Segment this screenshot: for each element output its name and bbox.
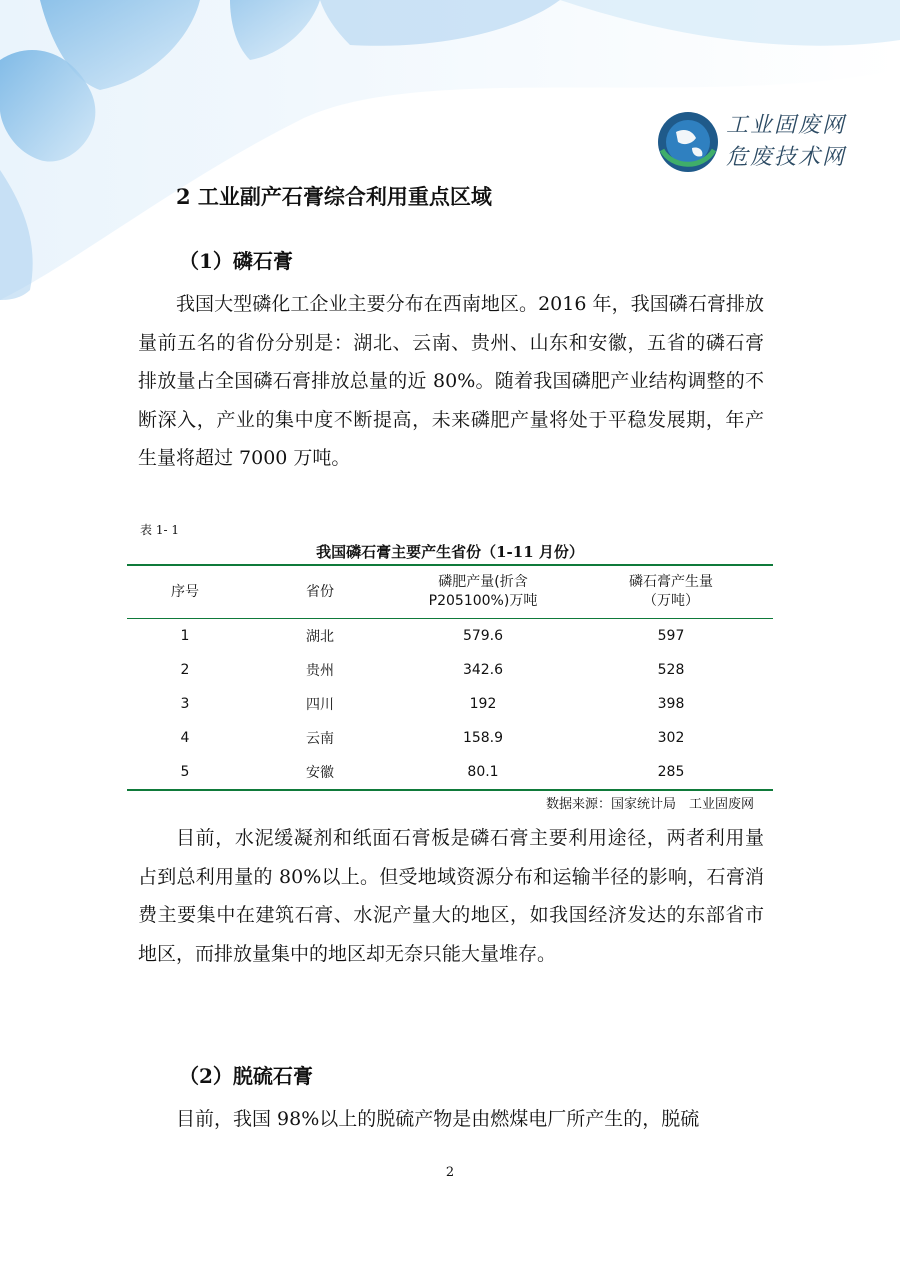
cell-province: 云南	[306, 731, 334, 747]
cell-province: 贵州	[306, 663, 334, 679]
cell-province: 四川	[306, 697, 334, 713]
table-header-row	[127, 565, 773, 619]
cell-gypsum: 302	[657, 730, 685, 746]
globe-icon	[656, 110, 720, 174]
header-fertilizer	[397, 565, 569, 619]
logo-text	[726, 110, 846, 174]
page-number: 2	[445, 1165, 455, 1180]
table-row	[127, 653, 773, 687]
table-row	[127, 619, 773, 654]
site-logo	[656, 104, 886, 184]
cell-no: 2	[180, 662, 190, 678]
table-label: 表 1- 1	[140, 523, 179, 537]
header-gypsum-line-2: （万吨）	[643, 593, 699, 609]
cell-fertilizer: 158.9	[462, 730, 504, 746]
cell-gypsum: 597	[657, 628, 685, 644]
table-row	[127, 687, 773, 721]
cell-no: 1	[180, 628, 190, 644]
header-province: 省份	[306, 583, 334, 600]
cell-fertilizer: 579.6	[462, 628, 504, 644]
logo-line-1: 工业固废网	[726, 113, 847, 138]
province-table	[127, 564, 773, 791]
cell-gypsum: 528	[657, 662, 685, 678]
cell-fertilizer: 192	[469, 696, 497, 712]
cell-no: 3	[180, 696, 190, 712]
cell-fertilizer: 80.1	[467, 764, 499, 780]
table-row	[127, 755, 773, 790]
table-caption: 我国磷石膏主要产生省份（1-11 月份）	[316, 543, 584, 561]
logo-line-2: 危废技术网	[726, 145, 847, 170]
header-gypsum	[569, 565, 773, 619]
subsection-title-desulfurization: （2）脱硫石膏	[179, 1064, 313, 1088]
header-fertilizer-line-2: P205100%)万吨	[428, 593, 538, 609]
paragraph-desulfurization: 目前，我国 98%以上的脱硫产物是由燃煤电厂所产生的，脱硫	[176, 1108, 700, 1130]
cell-gypsum: 398	[657, 696, 685, 712]
cell-gypsum: 285	[657, 764, 685, 780]
cell-no: 4	[180, 730, 190, 746]
subsection-title-phosphogypsum: （1）磷石膏	[179, 249, 293, 273]
section-title: 2 工业副产石膏综合利用重点区域	[176, 184, 492, 209]
cell-fertilizer: 342.6	[462, 662, 504, 678]
header-gypsum-line-1: 磷石膏产生量	[629, 574, 713, 590]
paragraph-phosphogypsum: 我国大型磷化工企业主要分布在西南地区。2016 年，我国磷石膏排放量前五名的省份分别是：湖北、云南、贵州、山东和安徽，五省的磷石膏排放量占全国磷石膏排放总量的近 80%。随着我国磷肥产业结构调整的不断深入，产业的集中度不断提高，未来磷肥产量将处于平稳发展期，年产生量将超过 7000 万吨。	[138, 293, 764, 470]
header-no: 序号	[171, 583, 199, 600]
cell-province: 安徽	[306, 765, 334, 781]
cell-no: 5	[180, 764, 190, 780]
cell-province: 湖北	[306, 629, 334, 645]
paragraph-utilization: 目前，水泥缓凝剂和纸面石膏板是磷石膏主要利用途径，两者利用量占到总利用量的 80%以上。但受地域资源分布和运输半径的影响，石膏消费主要集中在建筑石膏、水泥产量大的地区，如我国经济发达的东部省市地区，而排放量集中的地区却无奈只能大量堆存。	[138, 827, 764, 965]
header-fertilizer-line-1: 磷肥产量(折含	[438, 574, 528, 590]
table-row	[127, 721, 773, 755]
table-source: 数据来源：国家统计局 工业固废网	[545, 797, 754, 812]
